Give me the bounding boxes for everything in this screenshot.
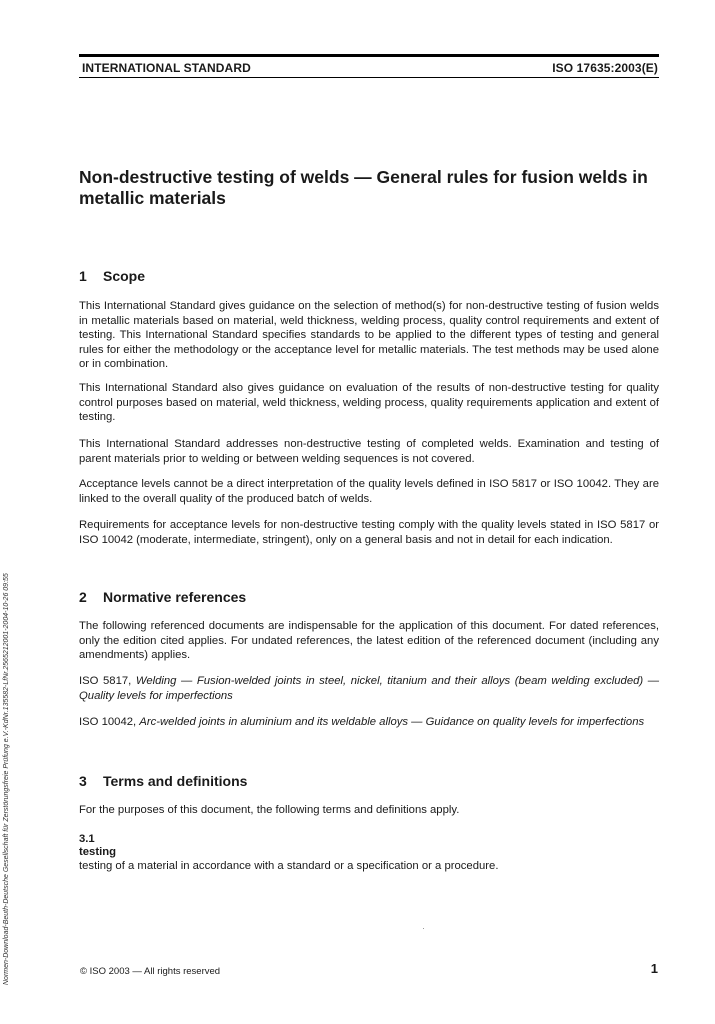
scope-paragraph-5: Requirements for acceptance levels for non-destructive testing comply with the quality levels stated in ISO 5817 or ISO 10042 (moderate, intermediate, stringent), only on a general basis and not in detail for each indication. — [79, 519, 659, 546]
scope-paragraph-1: This International Standard gives guidance on the selection of method(s) for non-destructive testing of fusion welds in metallic materials based on material, weld thickness, welding process, quality control requirements and extent of testing. This International Standard specifies standards to be applied to the different types of testing and general rules for either the methodology or the acceptance level for metallic materials. The test methods may be used alone or in combination. — [79, 300, 659, 371]
reference-code: ISO 5817, — [79, 675, 132, 687]
section-heading-scope — [79, 268, 145, 284]
reference-title: Arc-welded joints in aluminium and its weldable alloys — Guidance on quality levels for imperfections — [139, 716, 645, 728]
term-entry-definition: testing of a material in accordance with a standard or a specification or a procedure. — [79, 860, 499, 872]
normative-reference-iso-5817 — [79, 674, 659, 703]
normative-intro: The following referenced documents are indispensable for the application of this document. For dated references, only the edition cited applies. For undated references, the latest edition of the referenced document (including any amendments) applies. — [79, 620, 659, 662]
header-bottom-rule — [79, 77, 659, 78]
reference-code: ISO 10042, — [79, 716, 137, 728]
reference-title: Welding — Fusion-welded joints in steel, nickel, titanium and their alloys (beam welding excluded) — Quality levels for imperfections — [79, 675, 660, 702]
section-heading-normative-references — [79, 589, 246, 605]
section-number: 2 — [79, 589, 87, 605]
section-number: 1 — [79, 268, 87, 284]
page-number: 1 — [650, 961, 658, 976]
section-number: 3 — [79, 773, 87, 789]
section-title: Scope — [103, 268, 146, 284]
scope-paragraph-3: This International Standard addresses non-destructive testing of completed welds. Examination and testing of parent materials prior to welding or between welding sequences is not covered. — [79, 438, 659, 465]
terms-intro: For the purposes of this document, the following terms and definitions apply. — [79, 804, 460, 816]
header-top-rule — [79, 54, 659, 57]
term-entry-number: 3.1 — [79, 833, 95, 845]
document-title: Non-destructive testing of welds — General rules for fusion welds in metallic materials — [79, 167, 648, 208]
scan-speck — [423, 928, 424, 929]
standard-type-label: INTERNATIONAL STANDARD — [82, 61, 251, 75]
section-title: Normative references — [103, 589, 247, 605]
normative-reference-iso-10042 — [79, 715, 659, 730]
section-title: Terms and definitions — [103, 773, 248, 789]
scope-paragraph-2: This International Standard also gives guidance on evaluation of the results of non-destructive testing for quality control purposes based on material, weld thickness, welding process, quality requirements application and extent of testing. — [79, 382, 659, 424]
standard-number-label: ISO 17635:2003(E) — [552, 61, 658, 75]
term-entry-term: testing — [79, 846, 117, 858]
download-watermark-note: Normen-Download-Beuth-Deutsche Gesellschaft für Zerstörungsfreie Prüfung e.V.-KdNr.135582-LfNr.2565212001-2004-10-26 09:55 — [3, 573, 10, 985]
section-heading-terms-and-definitions — [79, 773, 247, 789]
copyright-notice: © ISO 2003 — All rights reserved — [80, 966, 221, 977]
scope-paragraph-4: Acceptance levels cannot be a direct interpretation of the quality levels defined in ISO 5817 or ISO 10042. They are linked to the overall quality of the produced batch of welds. — [79, 478, 659, 505]
